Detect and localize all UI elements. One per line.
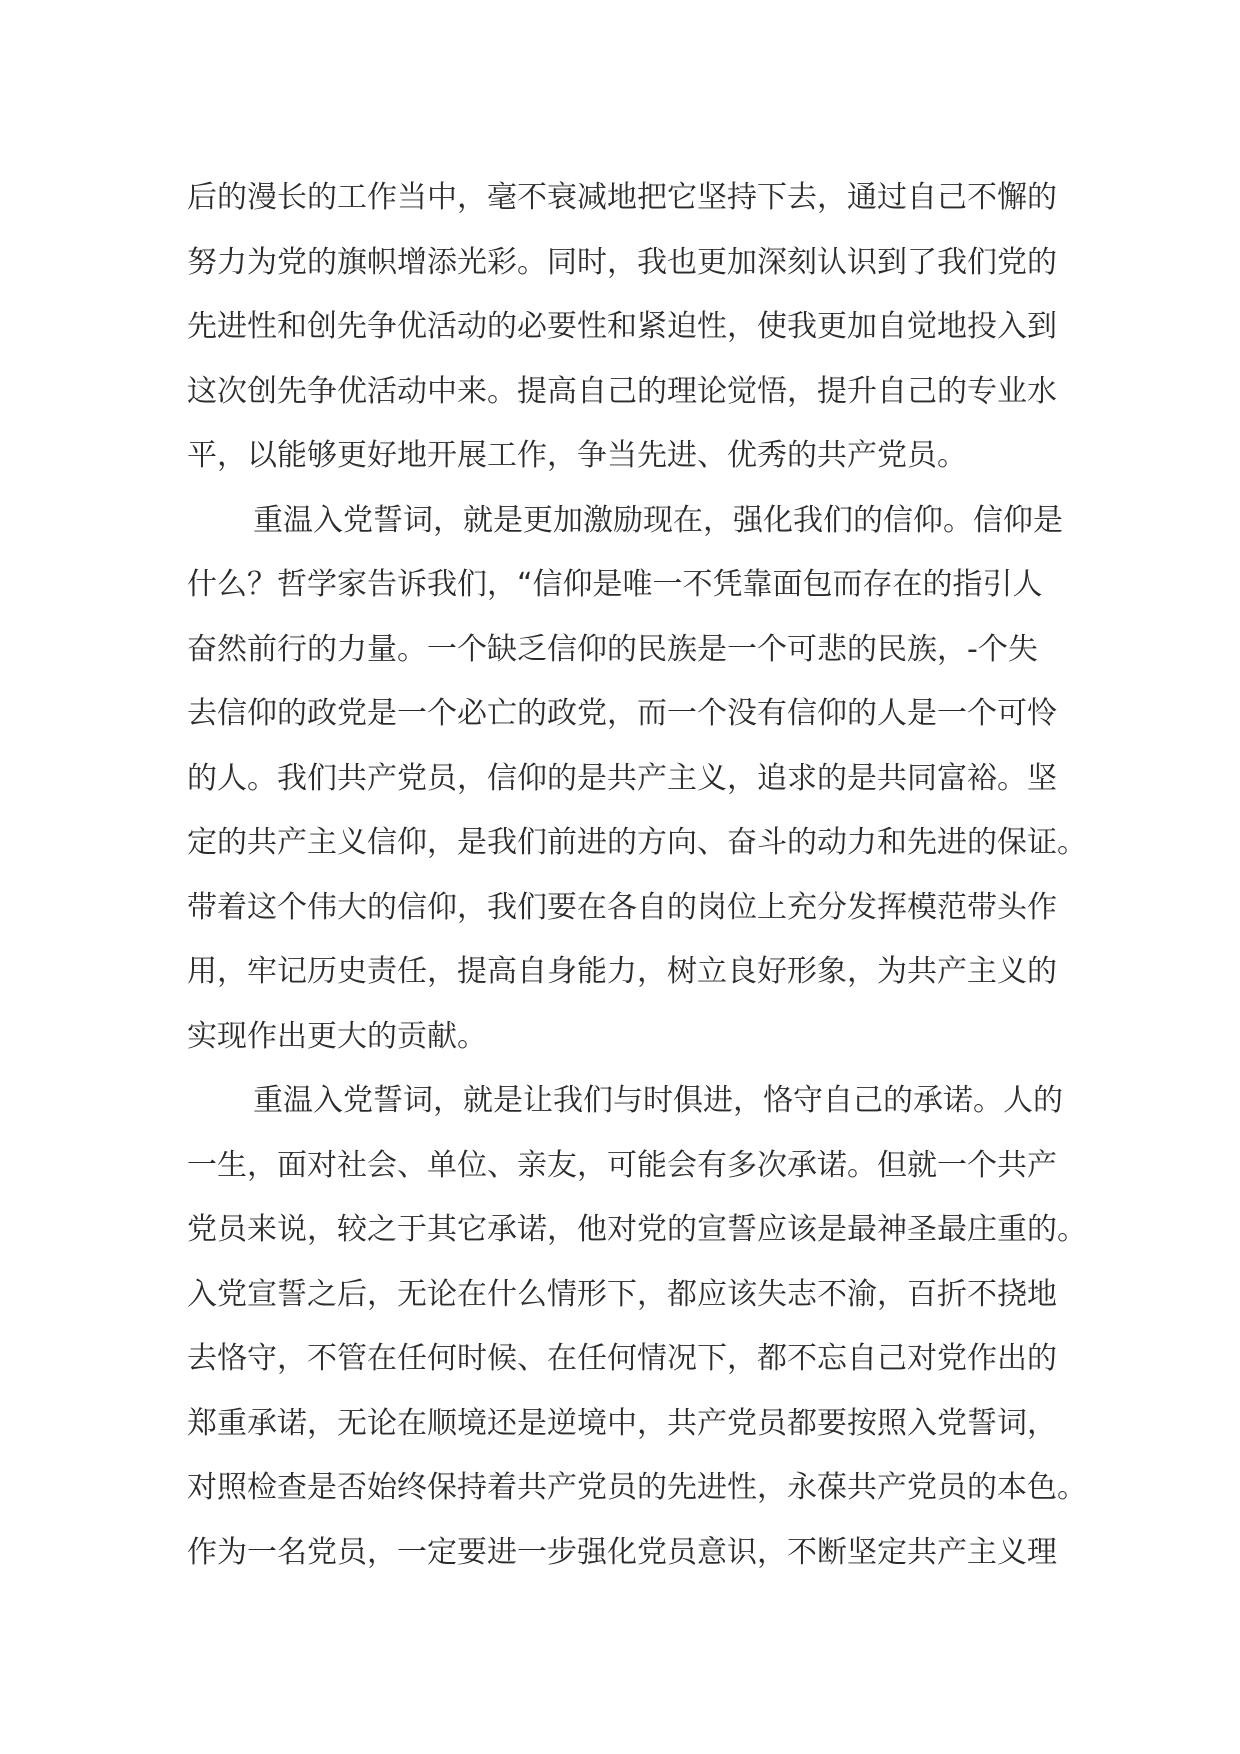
- text-line: 一生，面对社会、单位、亲友，可能会有多次承诺。但就一个共产: [187, 1147, 1057, 1183]
- text-line: 这次创先争优活动中来。提高自己的理论觉悟，提升自己的专业水: [187, 373, 1057, 409]
- paragraph-first-line: 重温入党誓词，就是更加激励现在，强化我们的信仰。信仰是: [253, 502, 1063, 538]
- text-line: 郑重承诺，无论在顺境还是逆境中，共产党员都要按照入党誓词，: [187, 1405, 1057, 1441]
- text-line: 的人。我们共产党员，信仰的是共产主义，追求的是共同富裕。坚: [187, 760, 1057, 796]
- text-line: 作为一名党员，一定要进一步强化党员意识，不断坚定共产主义理: [187, 1534, 1057, 1570]
- text-line: 对照检查是否始终保持着共产党员的先进性，永葆共产党员的本色。: [187, 1470, 1087, 1505]
- text-line: 入党宣誓之后，无论在什么情形下，都应该失志不渝，百折不挠地: [187, 1276, 1057, 1312]
- text-line: 党员来说，较之于其它承诺，他对党的宣誓应该是最神圣最庄重的。: [187, 1212, 1087, 1247]
- document-body: [187, 166, 1087, 1585]
- text-line: 平，以能够更好地开展工作，争当先进、优秀的共产党员。: [187, 438, 967, 473]
- text-line: 用，牢记历史责任，提高自身能力，树立良好形象，为共产主义的: [187, 954, 1057, 989]
- paragraph-first-line: 重温入党誓词，就是让我们与时俱进，恪守自己的承诺。人的: [253, 1083, 1063, 1118]
- text-line: 后的漫长的工作当中，毫不衰减地把它坚持下去，通过自己不懈的: [187, 180, 1057, 215]
- text-line: 努力为党的旗帜增添光彩。同时，我也更加深刻认识到了我们党的: [187, 244, 1057, 280]
- text-line: 实现作出更大的贡献。: [187, 1018, 487, 1054]
- text-line: 什么？哲学家告诉我们，“信仰是唯一不凭靠面包而存在的指引人: [187, 567, 1043, 602]
- text-line: 带着这个伟大的信仰，我们要在各自的岗位上充分发挥模范带头作: [187, 889, 1057, 925]
- text-line: 奋然前行的力量。一个缺乏信仰的民族是一个可悲的民族，-个失: [187, 631, 1038, 667]
- text-line: 先进性和创先争优活动的必要性和紧迫性，使我更加自觉地投入到: [187, 309, 1057, 344]
- text-line: 定的共产主义信仰，是我们前进的方向、奋斗的动力和先进的保证。: [187, 825, 1087, 860]
- text-line: 去恪守，不管在任何时候、在任何情况下，都不忘自己对党作出的: [187, 1341, 1057, 1376]
- text-line: 去信仰的政党是一个必亡的政党，而一个没有信仰的人是一个可怜: [187, 696, 1057, 731]
